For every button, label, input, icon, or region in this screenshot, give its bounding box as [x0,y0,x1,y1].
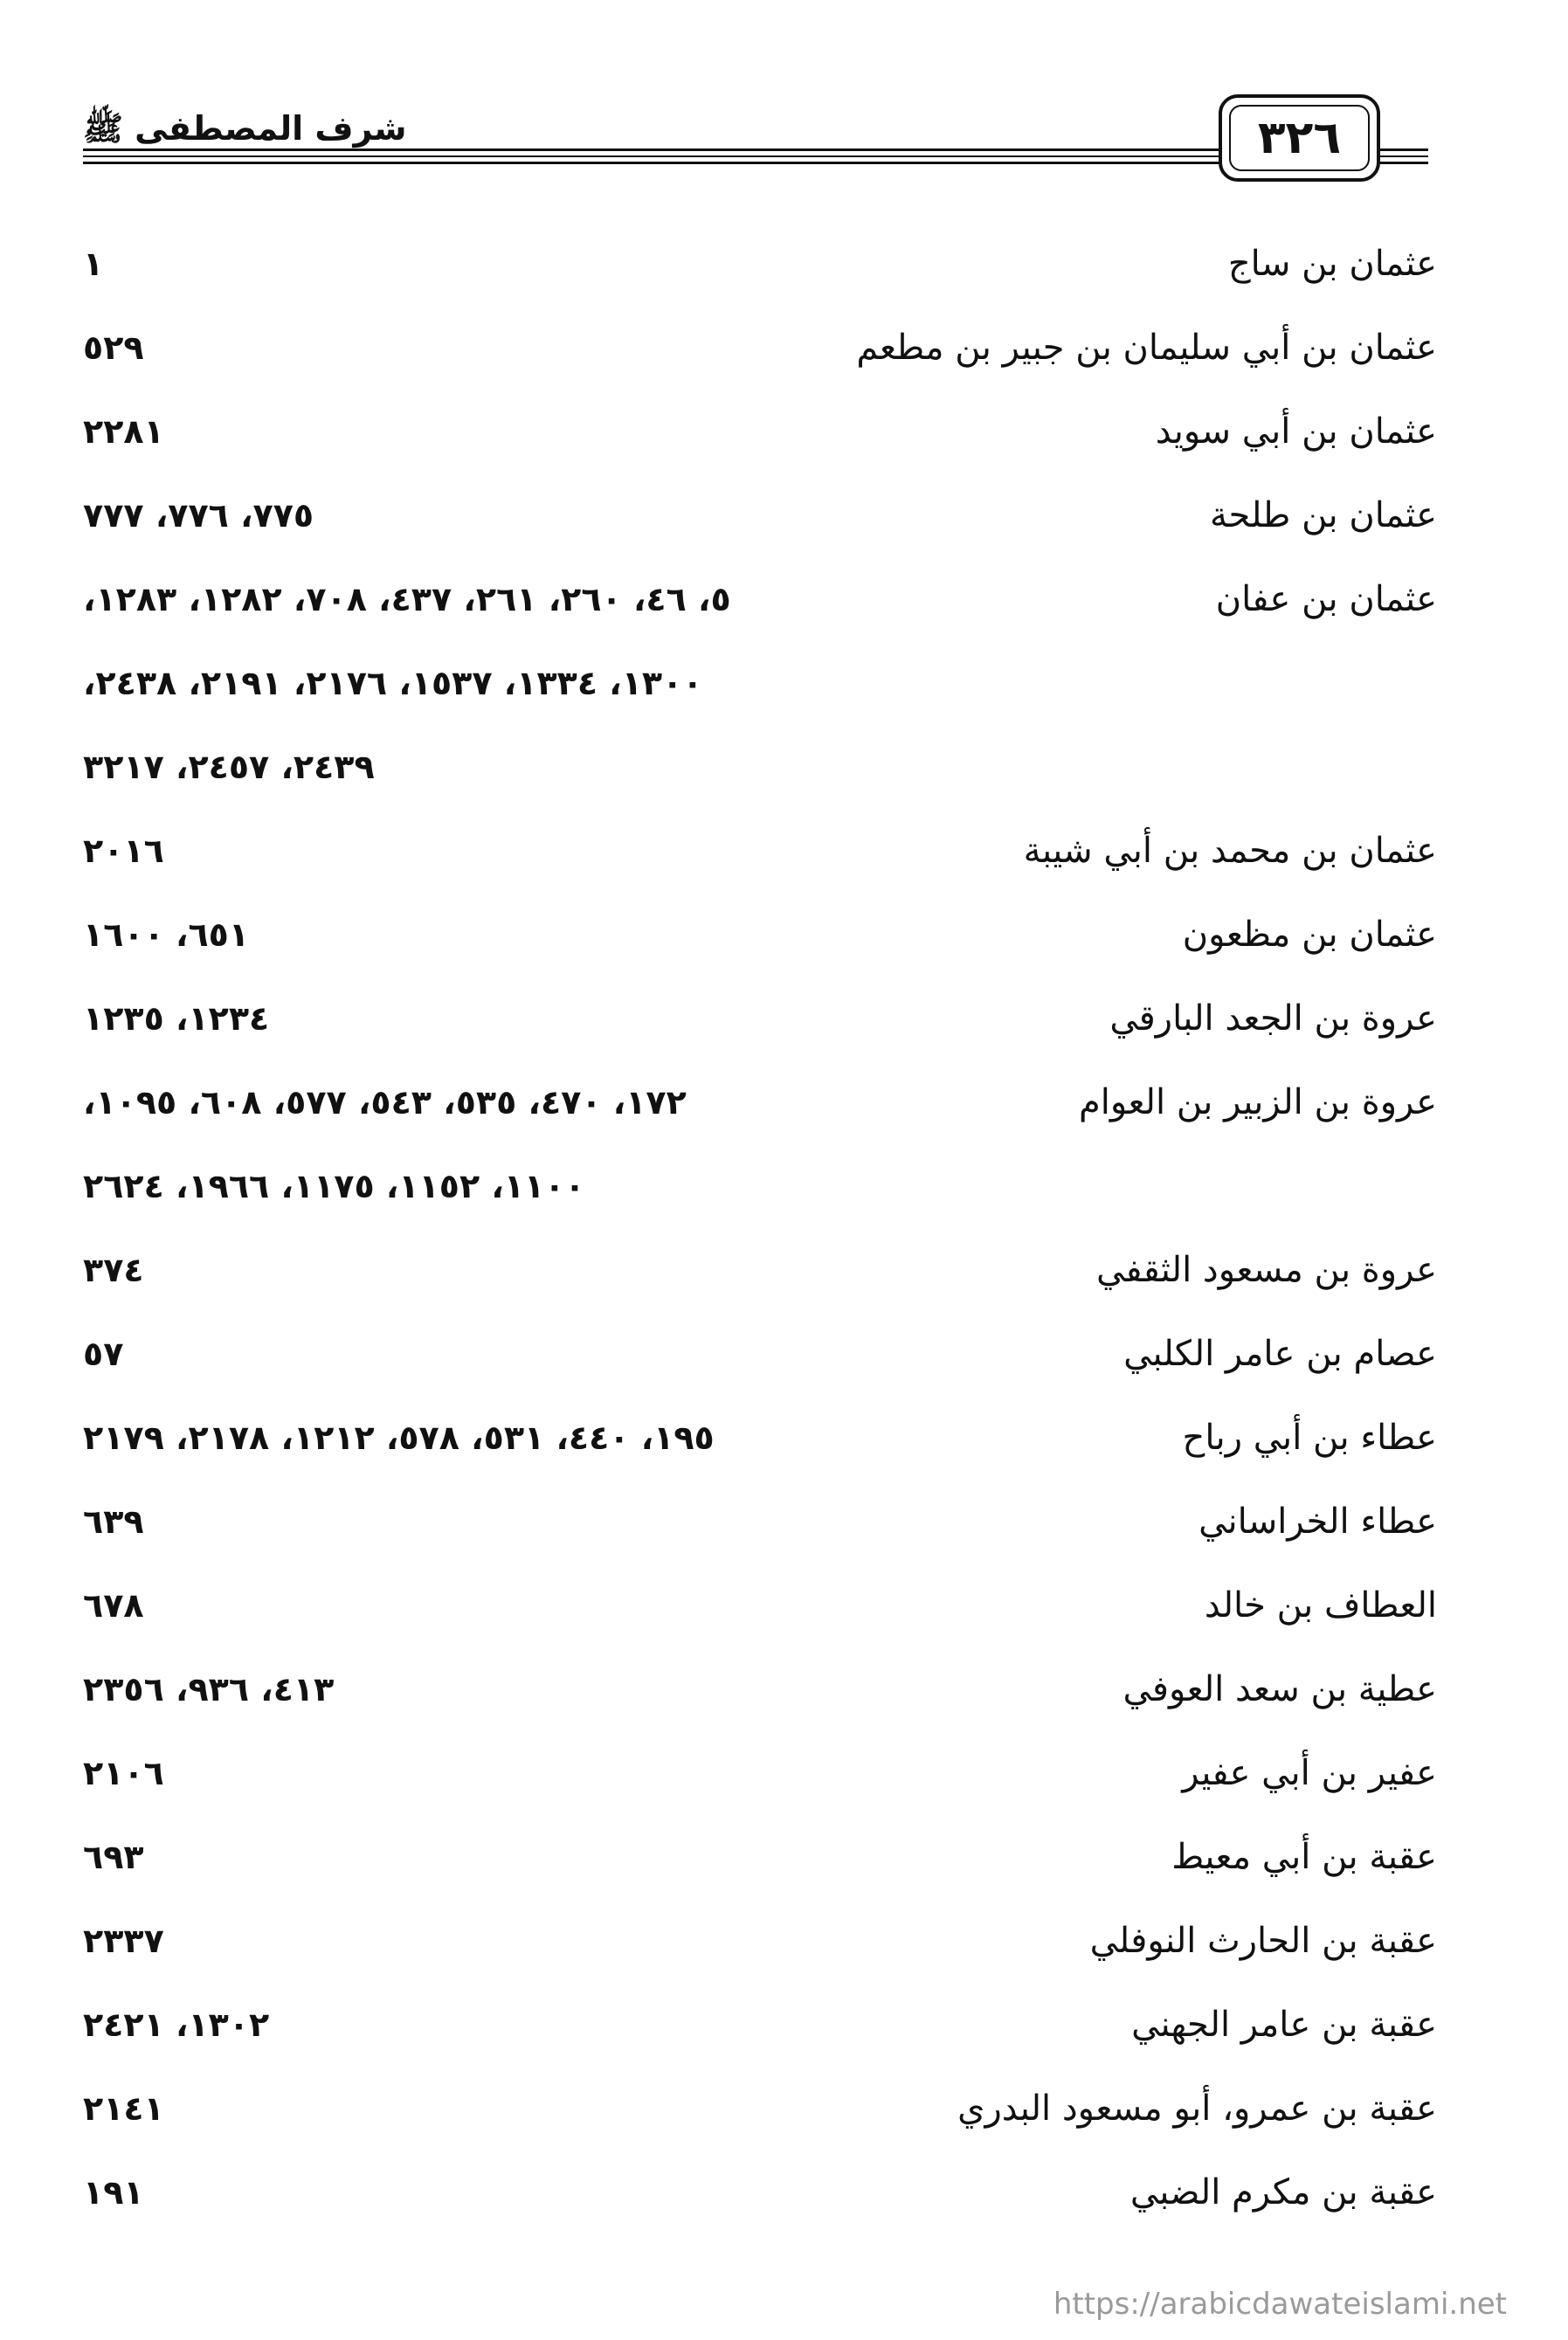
entry-name: عثمان بن طلحة [1210,495,1437,535]
index-entry [83,655,1437,739]
entry-references: ٦٣٩ [83,1502,144,1541]
index-entries [83,236,1437,2248]
index-entry [83,1410,1437,1494]
entry-references: ١٢٣٤، ١٢٣٥ [83,999,270,1038]
entry-references: ٢١٠٦ [83,1754,164,1792]
entry-name: عقبة بن الحارث النوفلي [1089,1921,1437,1961]
entry-name: عثمان بن مظعون [1182,915,1437,955]
index-entry [83,991,1437,1074]
entry-references: ٢٠١٦ [83,832,164,870]
entry-name: عثمان بن محمد بن أبي شيبة [1023,831,1437,871]
entry-name: عطاء بن أبي رباح [1182,1418,1437,1458]
index-entry [83,1997,1437,2081]
index-entry [83,2081,1437,2164]
index-entry [83,2164,1437,2248]
entry-references: ٦٩٣ [83,1838,144,1876]
entry-references: ١٣٠٠، ١٣٣٤، ١٥٣٧، ٢١٧٦، ٢١٩١، ٢٤٣٨، [83,664,703,702]
entry-references: ٥٧ [83,1335,124,1373]
entry-name: عصام بن عامر الكلبي [1123,1334,1437,1374]
index-entry [83,1829,1437,1913]
entry-name: عثمان بن ساج [1227,244,1437,284]
index-entry [83,1661,1437,1745]
entry-name: عثمان بن أبي سويد [1155,411,1437,452]
entry-references: ٢٢٨١ [83,412,164,451]
entry-name: عروة بن مسعود الثقفي [1096,1250,1437,1290]
entry-name: عقبة بن عمرو، أبو مسعود البدري [957,2088,1437,2129]
entry-references: ٤١٣، ٩٣٦، ٢٣٥٦ [83,1670,335,1708]
entry-references: ١٩١ [83,2173,144,2212]
page-number-frame [1219,94,1380,182]
entry-name: عثمان بن عفان [1215,579,1437,619]
index-entry [83,571,1437,655]
entry-references: ١٧٢، ٤٧٠، ٥٣٥، ٥٤٣، ٥٧٧، ٦٠٨، ١٠٩٥، [83,1083,687,1122]
index-entry [83,236,1437,320]
entry-name: عقبة بن عامر الجهني [1131,2005,1437,2045]
entry-references: ٢٤٣٩، ٢٤٥٧، ٣٢١٧ [83,748,375,786]
index-entry [83,1913,1437,1997]
page-header [83,94,1428,190]
entry-references: ٣٧٤ [83,1251,144,1289]
entry-references: ٥، ٤٦، ٢٦٠، ٢٦١، ٤٣٧، ٧٠٨، ١٢٨٢، ١٢٨٣، [83,580,731,618]
entry-references: ١٣٠٢، ٢٤٢١ [83,2005,270,2044]
entry-name: عقبة بن أبي معيط [1171,1837,1437,1877]
entry-name: العطاف بن خالد [1204,1585,1437,1626]
index-entry [83,1074,1437,1158]
index-entry [83,1494,1437,1577]
entry-references: ٥٢٩ [83,328,144,367]
entry-name: عروة بن الجعد البارقي [1109,998,1437,1039]
entry-references: ٦٧٨ [83,1586,144,1625]
index-entry [83,823,1437,907]
index-entry [83,907,1437,991]
entry-name: عطية بن سعد العوفي [1122,1669,1437,1709]
index-entry [83,320,1437,404]
index-entry [83,1745,1437,1829]
entry-references: ٢١٤١ [83,2089,164,2128]
book-title: شرف المصطفى ﷺ [83,109,407,148]
entry-references: ١٩٥، ٤٤٠، ٥٣١، ٥٧٨، ١٢١٢، ٢١٧٨، ٢١٧٩ [83,1418,715,1457]
index-entry [83,404,1437,487]
page-number: ٣٢٦ [1229,105,1370,171]
entry-name: عقبة بن مكرم الضبي [1129,2172,1437,2212]
entry-references: ٧٧٥، ٧٧٦، ٧٧٧ [83,496,314,535]
entry-name: عروة بن الزبير بن العوام [1078,1082,1437,1122]
entry-name: عثمان بن أبي سليمان بن جبير بن مطعم [856,328,1437,368]
index-entry [83,739,1437,823]
entry-name: عطاء الخراساني [1198,1501,1437,1542]
entry-references: ١ [83,245,104,283]
index-entry [83,1242,1437,1326]
index-entry [83,1158,1437,1242]
index-entry [83,487,1437,571]
entry-references: ٦٥١، ١٦٠٠ [83,915,250,954]
index-entry [83,1577,1437,1661]
source-url[interactable]: https://arabicdawateislami.net [1053,2287,1507,2322]
entry-references: ٢٣٣٧ [83,1922,164,1960]
index-entry [83,1326,1437,1410]
entry-references: ١١٠٠، ١١٥٢، ١١٧٥، ١٩٦٦، ٢٦٢٤ [83,1167,585,1205]
entry-name: عفير بن أبي عفير [1182,1753,1437,1793]
